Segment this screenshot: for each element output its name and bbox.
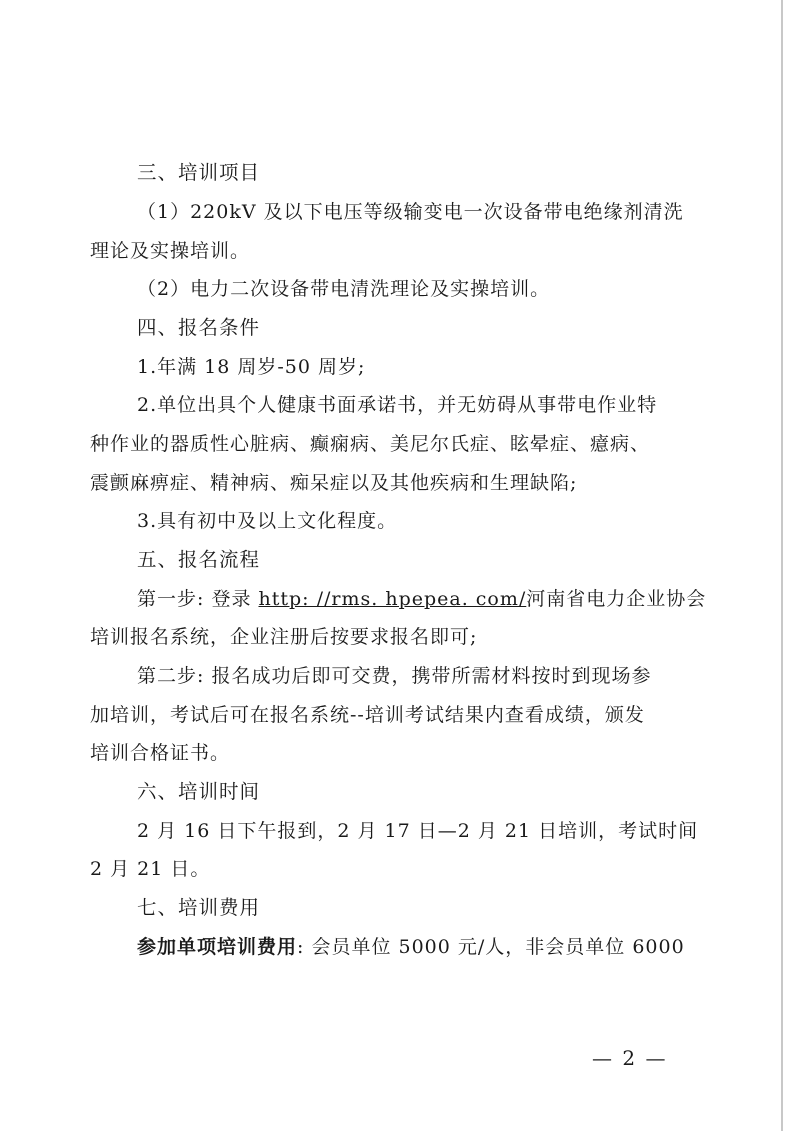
scan-edge-divider	[781, 0, 783, 1131]
step-one-suffix: 河南省电力企业协会	[526, 588, 707, 610]
paragraph-line: 2 月 16 日下午报到，2 月 17 日—2 月 21 日培训，考试时间	[137, 820, 699, 842]
section-heading-registration-process: 五、报名流程	[137, 548, 261, 571]
section-heading-training-items: 三、培训项目	[137, 161, 261, 184]
section-heading-training-fees: 七、培训费用	[137, 896, 261, 919]
paragraph-line-with-link	[137, 586, 800, 612]
paragraph-line: 第二步: 报名成功后即可交费，携带所需材料按时到现场参	[137, 665, 652, 687]
paragraph-line: 培训报名系统，企业注册后按要求报名即可;	[90, 626, 478, 648]
paragraph-line-fees	[137, 934, 800, 960]
paragraph-line: （1）220kV 及以下电压等级输变电一次设备带电绝缘剂清洗	[137, 201, 684, 223]
paragraph-line: 加培训，考试后可在报名系统--培训考试结果内查看成绩，颁发	[90, 704, 645, 726]
page-number: — 2 —	[592, 1046, 668, 1070]
section-heading-registration-conditions: 四、报名条件	[137, 316, 261, 339]
paragraph-line: 震颤麻痹症、精神病、痴呆症以及其他疾病和生理缺陷;	[90, 472, 578, 494]
paragraph-line: 理论及实操培训。	[90, 240, 251, 262]
fee-detail: : 会员单位 5000 元/人，非会员单位 6000	[297, 936, 685, 958]
paragraph-line: 2 月 21 日。	[90, 858, 211, 880]
fee-label: 参加单项培训费用	[137, 936, 298, 958]
step-one-prefix: 第一步: 登录	[137, 588, 259, 610]
paragraph-line: 种作业的器质性心脏病、癫痫病、美尼尔氏症、眩晕症、癔病、	[90, 433, 651, 455]
paragraph-line: （2）电力二次设备带电清洗理论及实操培训。	[137, 278, 551, 300]
paragraph-line: 2.单位出具个人健康书面承诺书，并无妨碍从事带电作业特	[137, 394, 658, 416]
section-heading-training-time: 六、培训时间	[137, 780, 261, 803]
registration-url-link[interactable]: http: //rms. hpepea. com/	[258, 588, 527, 610]
paragraph-line: 3.具有初中及以上文化程度。	[137, 510, 398, 532]
paragraph-line: 1.年满 18 周岁-50 周岁;	[137, 356, 366, 378]
paragraph-line: 培训合格证书。	[90, 742, 231, 764]
